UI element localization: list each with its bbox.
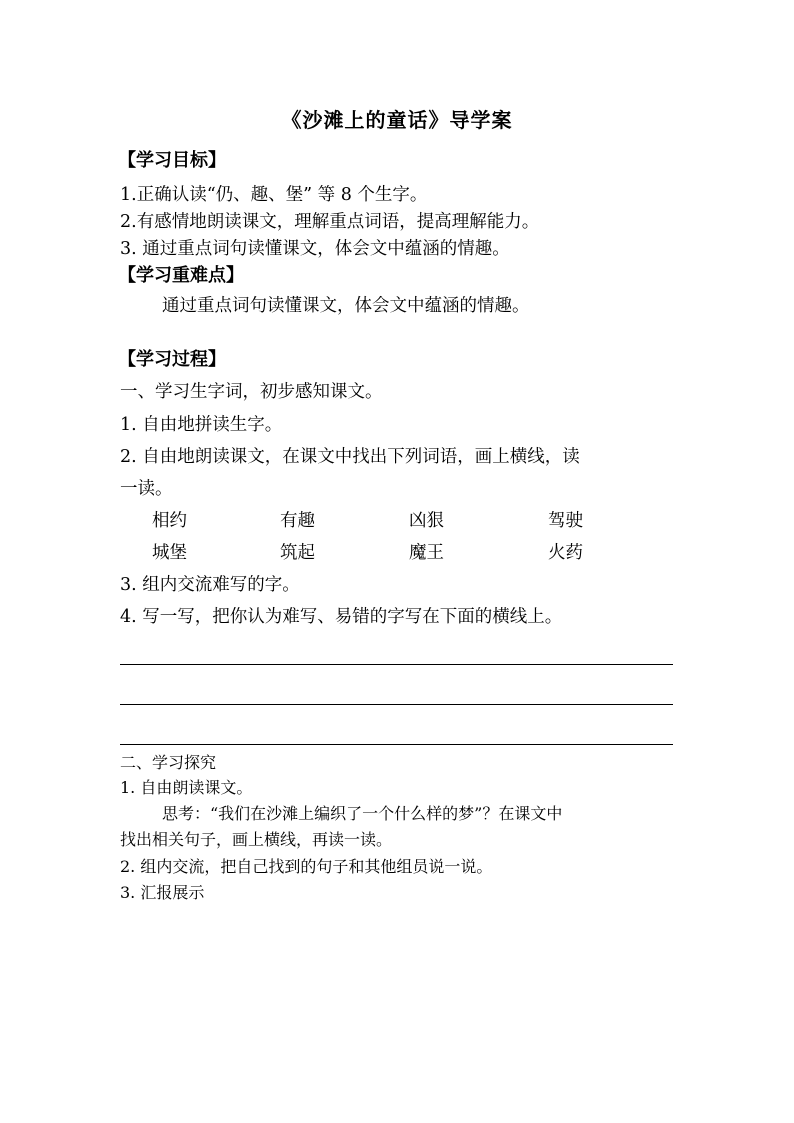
- writing-line: [120, 704, 673, 705]
- part2-think-line2: 找出相关句子，画上横线，再读一读。: [120, 830, 393, 849]
- part1-step2-line2: 一读。: [120, 479, 173, 499]
- part2-think-line1: 思考：“我们在沙滩上编织了一个什么样的梦”？在课文中: [162, 804, 563, 823]
- part2-title: 二、学习探究: [120, 753, 217, 772]
- part2-step2: 2. 组内交流，把自己找到的句子和其他组员说一说。: [120, 857, 493, 876]
- key-points-text: 通过重点词句读懂课文，体会文中蕴涵的情趣。: [162, 296, 530, 316]
- word-item: 凶狠: [409, 511, 444, 531]
- part1-step2-line1: 2. 自由地朗读课文，在课文中找出下列词语，画上横线，读: [120, 447, 580, 467]
- part2-step3: 3. 汇报展示: [120, 883, 205, 902]
- page-title: 《沙滩上的童话》导学案: [281, 108, 513, 132]
- word-item: 驾驶: [548, 511, 583, 531]
- goal-item-2: 2.有感情地朗读课文，理解重点词语，提高理解能力。: [120, 212, 540, 232]
- part1-step3: 3. 组内交流难写的字。: [120, 575, 300, 595]
- key-points-heading: 【学习重难点】: [118, 265, 244, 286]
- goal-item-1: 1.正确认读“仍、趣、堡” 等 8 个生字。: [120, 185, 428, 205]
- process-heading: 【学习过程】: [118, 349, 226, 370]
- word-item: 有趣: [280, 511, 315, 531]
- part1-step1: 1. 自由地拼读生字。: [120, 415, 283, 435]
- part2-step1: 1. 自由朗读课文。: [120, 778, 253, 797]
- goals-heading: 【学习目标】: [118, 150, 226, 171]
- word-item: 相约: [152, 511, 187, 531]
- word-item: 魔王: [409, 543, 444, 563]
- part1-step4: 4. 写一写，把你认为难写、易错的字写在下面的横线上。: [120, 607, 563, 627]
- word-item: 筑起: [280, 543, 315, 563]
- word-item: 城堡: [152, 543, 187, 563]
- writing-line: [120, 744, 673, 745]
- part1-title: 一、学习生字词，初步感知课文。: [120, 382, 383, 402]
- word-item: 火药: [548, 543, 583, 563]
- writing-line: [120, 664, 673, 665]
- goal-item-3: 3. 通过重点词句读懂课文，体会文中蕴涵的情趣。: [120, 239, 510, 259]
